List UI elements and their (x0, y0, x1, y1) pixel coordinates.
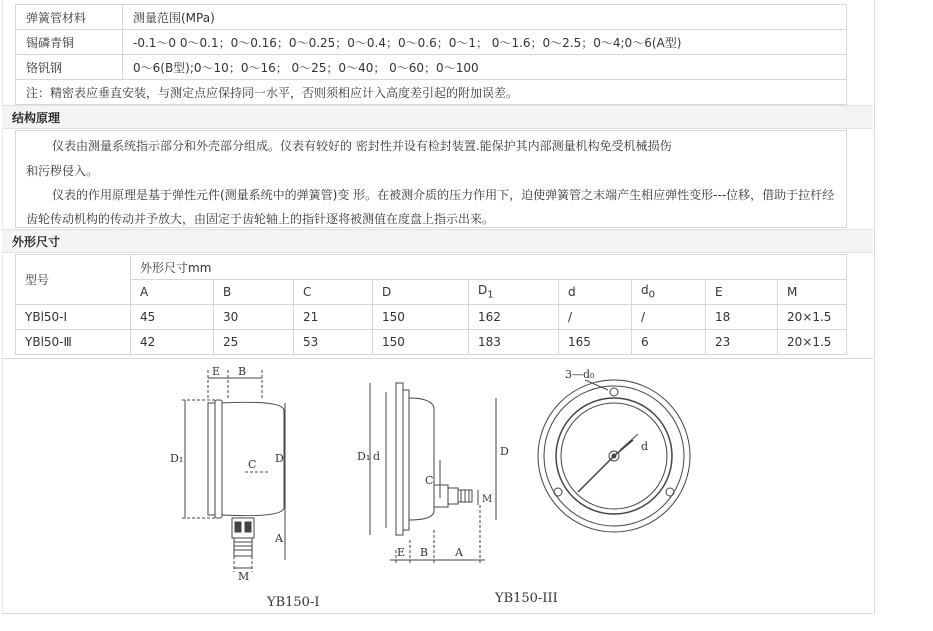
section-heading-structure: 结构原理 (2, 105, 873, 129)
material-name: 铬钒钢 (16, 55, 123, 80)
model-header: 型号 (16, 255, 131, 305)
column-header: d (559, 280, 632, 305)
dim-label-e: E (212, 365, 221, 378)
install-note: 注：精密表应垂直安装，与测定点应保持同一水平，否则须相应计入高度差引起的附加误差。 (16, 80, 847, 105)
dim-label-e-side: E (397, 546, 406, 559)
table-cell: / (559, 305, 632, 330)
column-header: M (778, 280, 847, 305)
dim-label-c: C (248, 458, 257, 471)
dim-label-d1-side: D₁ (357, 450, 371, 463)
table-cell: 6 (632, 330, 706, 355)
dim-label-b: B (238, 365, 247, 378)
structure-line: 仪表由测量系统指示部分和外壳部分组成。仪表有较好的 密封性并设有检封装置.能保护其内部测量机构免受机械损伤 (52, 139, 672, 153)
caption-yb150-iii: YB150-III (495, 591, 558, 606)
material-range: -0.1～0 0～0.1；0～0.16；0～0.25；0～0.4；0～0.6；0～1； 0～1.6；0～2.5；0～4;0～6(A型) (123, 30, 847, 55)
gauge-yb150-iii-front (538, 380, 690, 532)
table-cell: 45 (131, 305, 214, 330)
table-cell: 183 (469, 330, 559, 355)
column-header: C (294, 280, 373, 305)
structure-line: 齿轮传动机构的传动并予放大，由固定于齿轮轴上的指针逐将被测值在度盘上指示出来。 (26, 212, 495, 226)
material-header: 弹簧管材料 (16, 5, 123, 30)
material-name: 锡磷青铜 (16, 30, 123, 55)
dim-label-d-front: d (641, 440, 649, 453)
table-cell: 23 (706, 330, 778, 355)
dim-label-d: D (275, 452, 284, 465)
dim-label-b-side: B (420, 546, 429, 559)
column-header: B (214, 280, 294, 305)
dim-label-d1: D₁ (170, 452, 184, 465)
dim-label-small-d: d (373, 450, 381, 463)
dim-label-c-side: C (425, 474, 434, 487)
caption-yb150-i: YB150-I (267, 595, 320, 610)
dimension-group-header: 外形尺寸mm (131, 255, 847, 280)
model-cell: YBl50-Ⅲ (16, 330, 131, 355)
column-header: E (706, 280, 778, 305)
table-cell: 53 (294, 330, 373, 355)
table-cell: 21 (294, 305, 373, 330)
model-cell: YBl50-Ⅰ (16, 305, 131, 330)
table-cell: 150 (373, 305, 469, 330)
column-header: $D_1$ (469, 280, 559, 305)
table-cell: 20×1.5 (778, 305, 847, 330)
range-header: 测量范围(MPa) (123, 5, 847, 30)
column-header: $d_0$ (632, 280, 706, 305)
gauge-yb150-i (182, 370, 285, 572)
table-cell: / (632, 305, 706, 330)
table-cell: 150 (373, 330, 469, 355)
table-cell: 162 (469, 305, 559, 330)
table-cell: 25 (214, 330, 294, 355)
table-cell: 30 (214, 305, 294, 330)
structure-line: 仪表的作用原理是基于弹性元件(测量系统中的弹簧管)变 形。在被测介质的压力作用下，迫使弹簧管之末端产生相应弹性变形---位移，借助于拉杆经 (52, 188, 835, 202)
material-range: 0～6(B型);0～10；0～16； 0～25；0～40； 0～60；0～100 (123, 55, 847, 80)
holes-label: 3—d₀ (565, 368, 595, 381)
structure-line: 和污秽侵入。 (26, 164, 99, 178)
dim-label-a: A (275, 532, 283, 545)
table-cell: 165 (559, 330, 632, 355)
dim-label-m-side: M (482, 494, 493, 505)
table-cell: 18 (706, 305, 778, 330)
dim-label-a-side: A (455, 546, 463, 559)
table-cell: 42 (131, 330, 214, 355)
dim-label-d-side: D (500, 445, 509, 458)
column-header: D (373, 280, 469, 305)
dim-label-m: M (238, 570, 250, 583)
section-heading-dimensions: 外形尺寸 (2, 229, 873, 253)
table-cell: 20×1.5 (778, 330, 847, 355)
column-header: A (131, 280, 214, 305)
